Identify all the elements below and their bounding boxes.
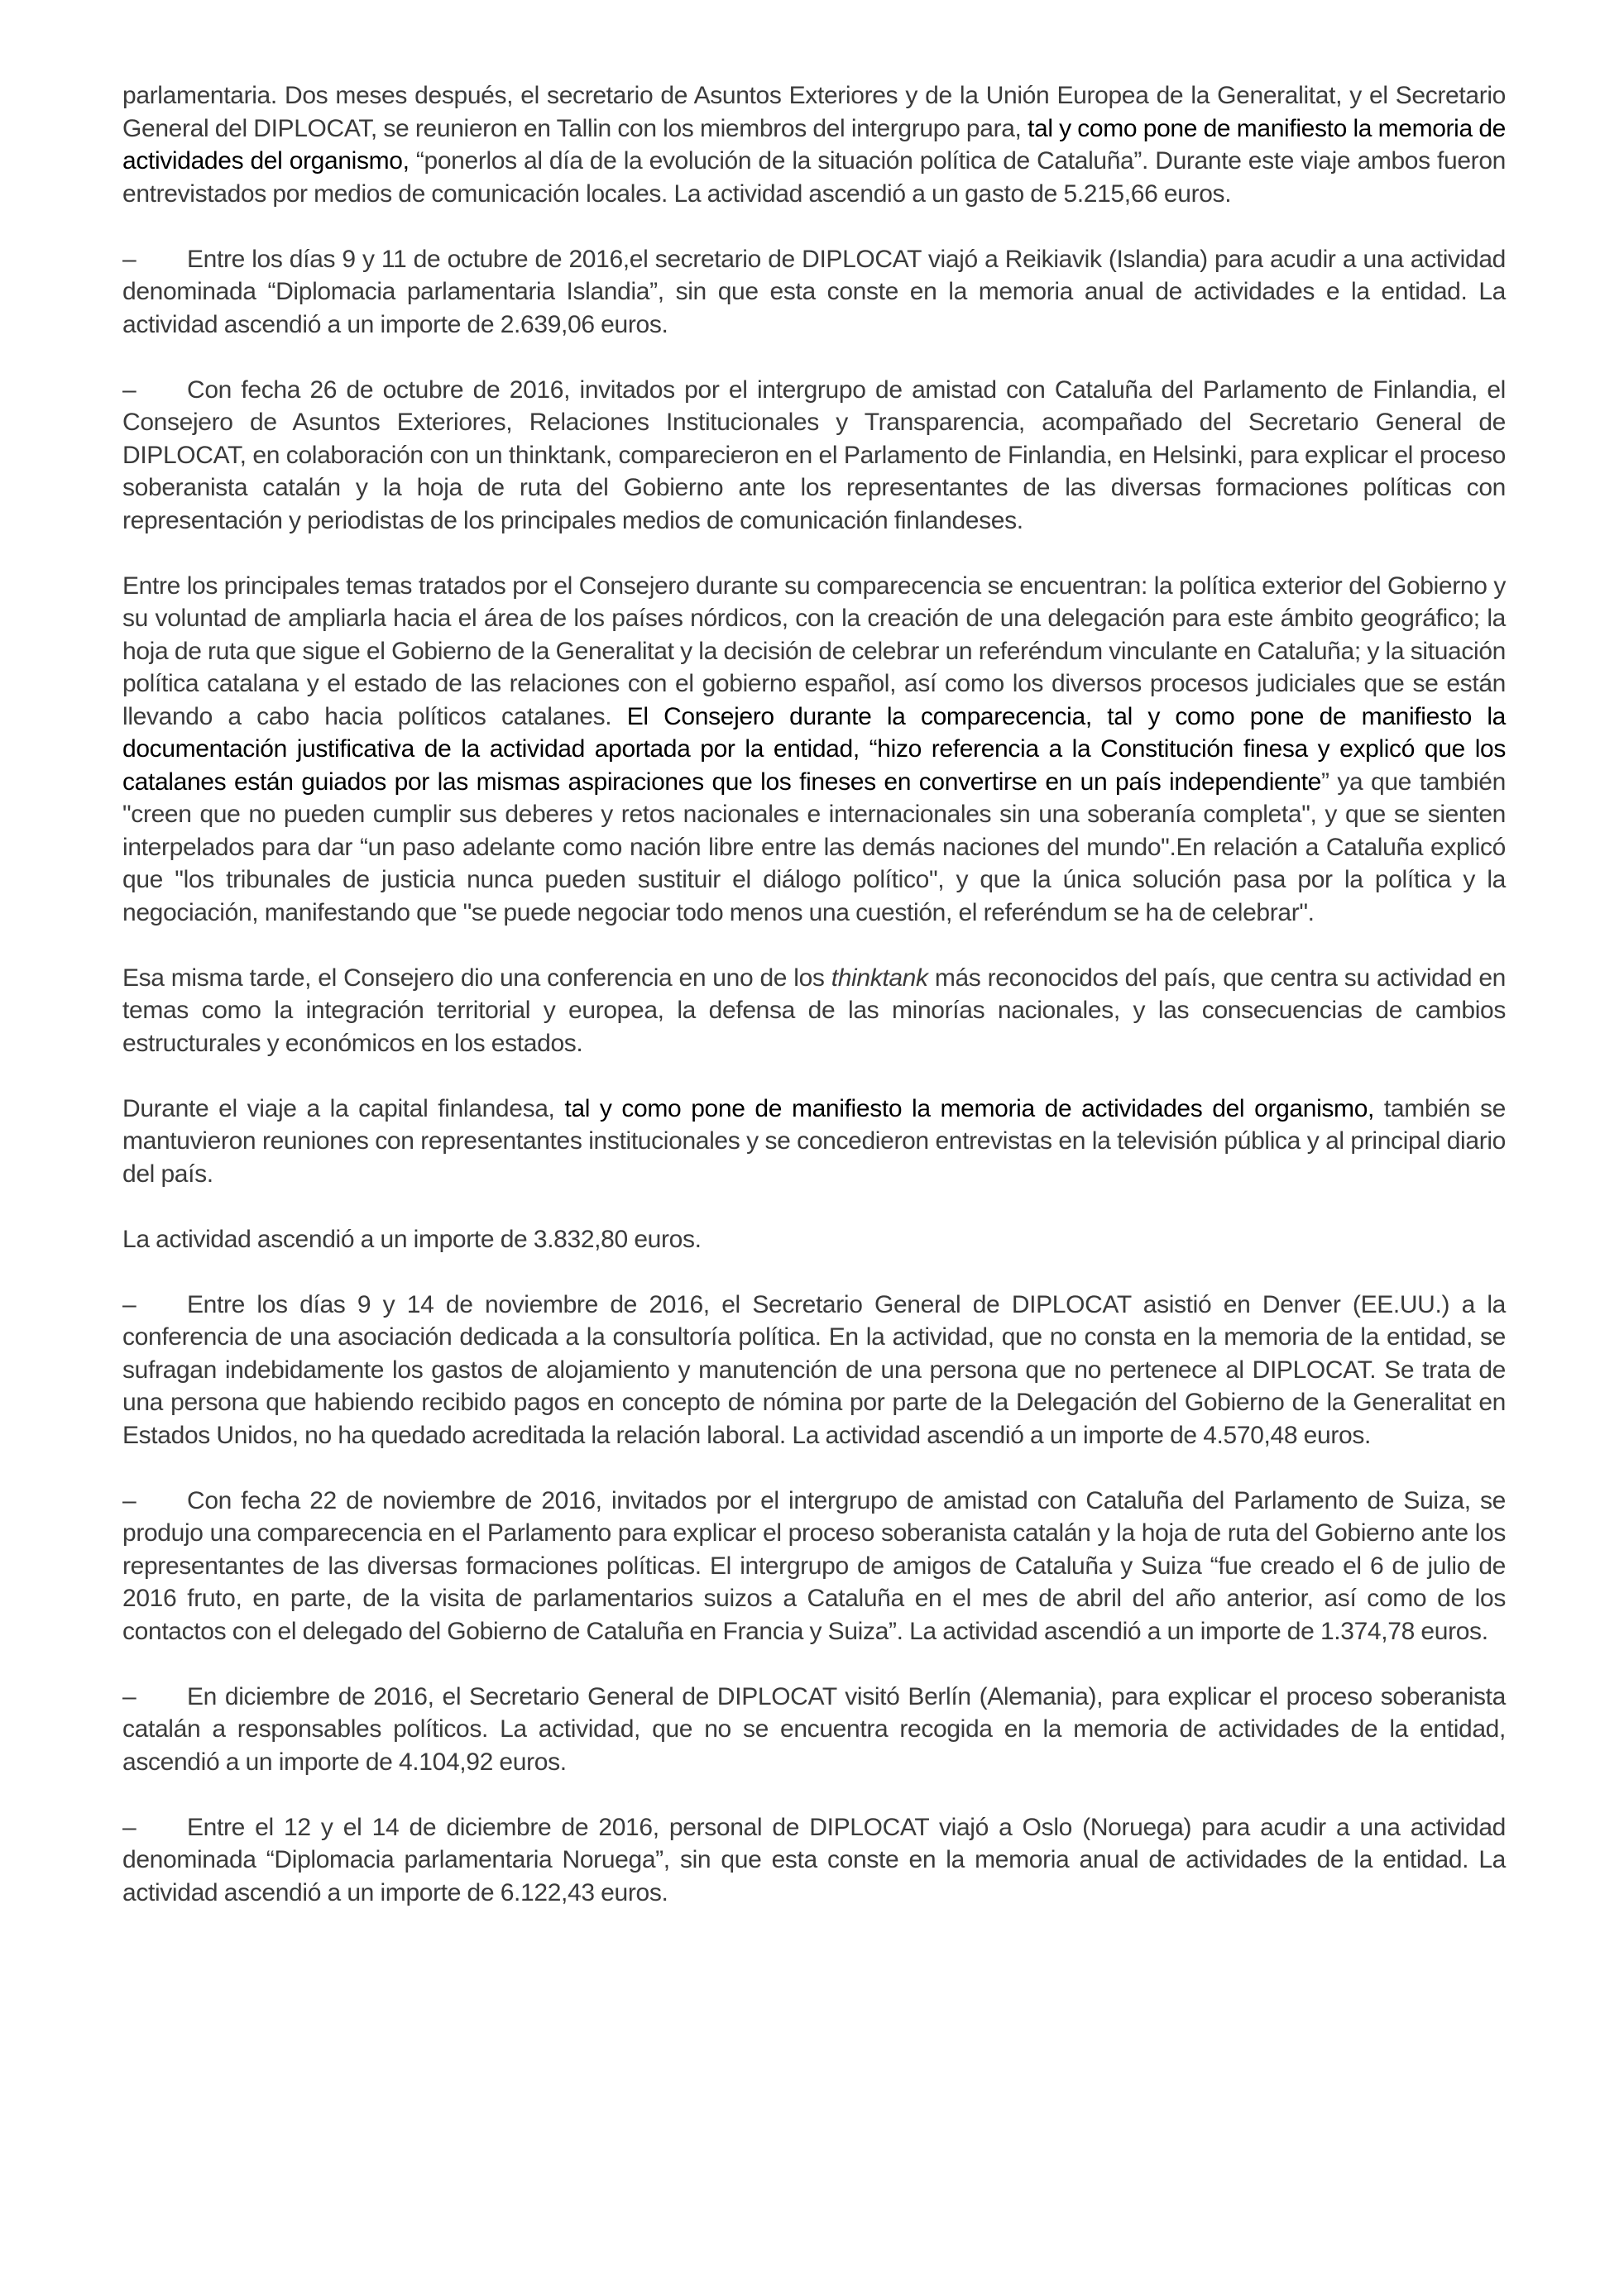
dash-bullet-icon: – — [122, 1813, 137, 1841]
body-text: Entre el 12 y el 14 de diciembre de 2016, personal de DIPLOCAT viajó a Oslo (Noruega) para acudir a una actividad denominada “Diplomacia parlamentaria Noruega”, sin que esta conste en la memoria anual de actividades de la entidad. La actividad ascendió a un importe de 6.122,43 euros. — [122, 1813, 1506, 1906]
body-text: ” ya que también "creen que no pueden cumplir sus deberes y retos nacionales e internacionales sin una soberanía completa", y que se sienten interpelados para dar “un paso adelante como nación libre entre las demás naciones del mundo".En relación a Cataluña explicó que "los tribunales de justicia nunca pueden sustituir el diálogo político", y que la única solución pasa por la política y la negociación, manifestando que "se puede negociar todo menos una cuestión, el referéndum se ha de celebrar". — [122, 768, 1506, 926]
body-text: parlamentaria. Dos meses después, el secretario de Asuntos Exteriores y de la Unión Europea de la Generalitat, y el Secretario General del DIPLOCAT, se reunieron en Tallin con los miembros del intergrupo para, — [122, 82, 1506, 142]
body-text: En diciembre de 2016, el Secretario General de DIPLOCAT visitó Berlín (Alemania), para explicar el proceso soberanista catalán a responsables políticos. La actividad, que no se encuentra recogida en la memoria de actividades de la entidad, ascendió a un importe de 4.104,92 euros. — [122, 1682, 1506, 1776]
italic-text: thinktank — [831, 964, 928, 992]
emphasized-text: El Consejero durante la comparecencia, tal y como pone de manifiesto la documentación justificativa de la actividad aportada por la entidad, “hizo referencia a la Constitución finesa y explicó que los catalanes están guiados por las mismas aspiraciones que los fineses en convertirse en un país independiente — [122, 702, 1506, 796]
dash-bullet-icon: – — [122, 1682, 137, 1710]
bullet-paragraph — [122, 1811, 1506, 1910]
bullet-paragraph — [122, 1289, 1506, 1452]
body-text: también se mantuvieron reuniones con representantes institucionales y se concedieron entrevistas en la televisión pública y al principal diario del país. — [122, 1094, 1506, 1188]
document-page — [122, 79, 1506, 1942]
dash-bullet-icon: – — [122, 1290, 137, 1318]
bullet-paragraph — [122, 374, 1506, 538]
dash-bullet-icon: – — [122, 1486, 137, 1514]
bullet-paragraph — [122, 1485, 1506, 1648]
body-text: más reconocidos del país, que centra su actividad en temas como la integración territorial y europea, la defensa de las minorías nacionales, y las consecuencias de cambios estructurales y económicos en los estados. — [122, 964, 1506, 1057]
paragraph — [122, 79, 1506, 210]
paragraph — [122, 570, 1506, 930]
body-text: “ponerlos al día de la evolución de la situación política de Cataluña”. Durante este viaje ambos fueron entrevistados por medios de comunicación locales. La actividad ascendió a un gasto de 5.215,66 euros. — [122, 147, 1506, 208]
paragraph — [122, 1093, 1506, 1191]
body-text: La actividad ascendió a un importe de 3.832,80 euros. — [122, 1225, 702, 1253]
body-text: Entre los principales temas tratados por el Consejero durante su comparecencia se encuentran: la política exterior del Gobierno y su voluntad de ampliarla hacia el área de los países nórdicos, con la creación de una delegación para este ámbito geográfico; la hoja de ruta que sigue el Gobierno de la Generalitat y la decisión de celebrar un referéndum vinculante en Cataluña; y la situación política catalana y el estado de las relaciones con el gobierno español, así como los diversos procesos judiciales que se están llevando a cabo hacia políticos catalanes. — [122, 572, 1506, 730]
emphasized-text: tal y como pone de manifiesto la memoria de actividades del organismo, — [122, 114, 1506, 175]
paragraph — [122, 962, 1506, 1060]
dash-bullet-icon: – — [122, 245, 137, 273]
body-text: Entre los días 9 y 11 de octubre de 2016,el secretario de DIPLOCAT viajó a Reikiavik (Islandia) para acudir a una actividad denominada “Diplomacia parlamentaria Islandia”, sin que esta conste en la memoria anual de actividades e la entidad. La actividad ascendió a un importe de 2.639,06 euros. — [122, 245, 1506, 338]
body-text: Entre los días 9 y 14 de noviembre de 2016, el Secretario General de DIPLOCAT asistió en Denver (EE.UU.) a la conferencia de una asociación dedicada a la consultoría política. En la actividad, que no consta en la memoria de la entidad, se sufragan indebidamente los gastos de alojamiento y manutención de una persona que no pertenece al DIPLOCAT. Se trata de una persona que habiendo recibido pagos en concepto de nómina por parte de la Delegación del Gobierno de la Generalitat en Estados Unidos, no ha quedado acreditada la relación laboral. La actividad ascendió a un importe de 4.570,48 euros. — [122, 1290, 1506, 1449]
body-text: Con fecha 26 de octubre de 2016, invitados por el intergrupo de amistad con Cataluña del Parlamento de Finlandia, el Consejero de Asuntos Exteriores, Relaciones Institucionales y Transparencia, acompañado del Secretario General de DIPLOCAT, en colaboración con un thinktank, comparecieron en el Parlamento de Finlandia, en Helsinki, para explicar el proceso soberanista catalán y la hoja de ruta del Gobierno ante los representantes de las diversas formaciones políticas con representación y periodistas de los principales medios de comunicación finlandeses. — [122, 375, 1506, 534]
dash-bullet-icon: – — [122, 375, 137, 404]
emphasized-text: tal y como pone de manifiesto la memoria de actividades del organismo, — [564, 1094, 1375, 1122]
bullet-paragraph — [122, 243, 1506, 342]
body-text: Esa misma tarde, el Consejero dio una conferencia en uno de los — [122, 964, 831, 992]
body-text: Durante el viaje a la capital finlandesa, — [122, 1094, 565, 1122]
bullet-paragraph — [122, 1681, 1506, 1779]
paragraph — [122, 1223, 1506, 1256]
body-text: Con fecha 22 de noviembre de 2016, invitados por el intergrupo de amistad con Cataluña del Parlamento de Suiza, se produjo una comparecencia en el Parlamento para explicar el proceso soberanista catalán y la hoja de ruta del Gobierno ante los representantes de las diversas formaciones políticas. El intergrupo de amigos de Cataluña y Suiza “fue creado el 6 de julio de 2016 fruto, en parte, de la visita de parlamentarios suizos a Cataluña en el mes de abril del año anterior, así como de los contactos con el delegado del Gobierno de Cataluña en Francia y Suiza”. La actividad ascendió a un importe de 1.374,78 euros. — [122, 1486, 1506, 1645]
